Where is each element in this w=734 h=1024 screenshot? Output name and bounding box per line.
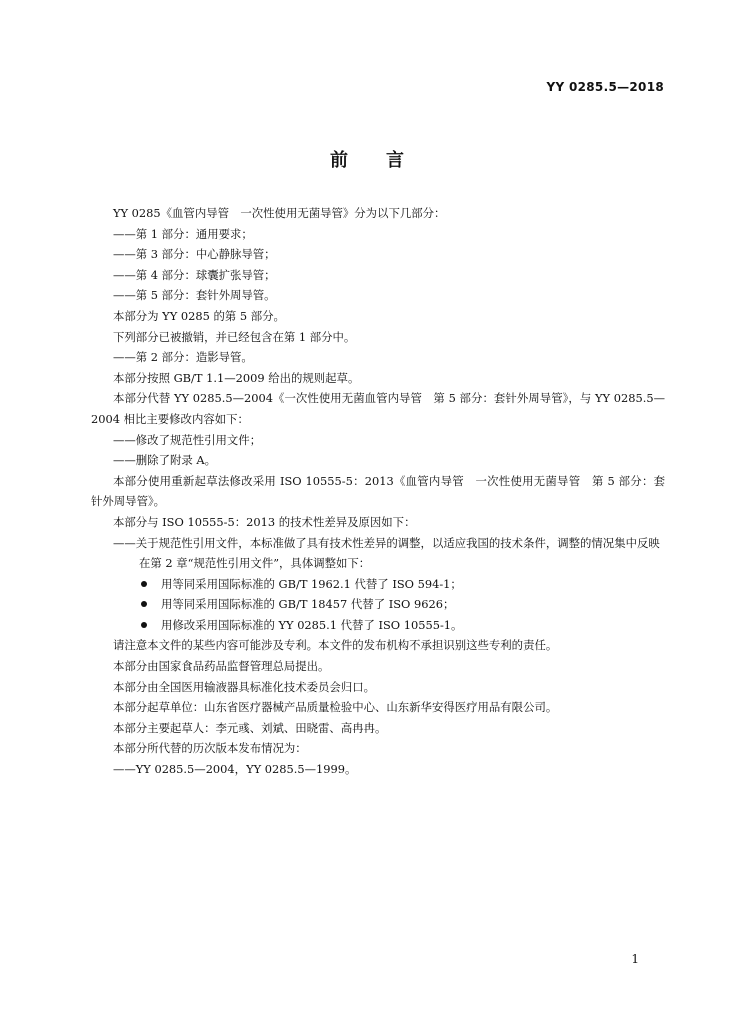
standard-code: YY 0285.5—2018: [546, 80, 664, 94]
paragraph: 本部分与 ISO 10555-5：2013 的技术性差异及原因如下：: [113, 514, 416, 529]
paragraph: 本部分由国家食品药品监督管理总局提出。: [113, 659, 330, 674]
paragraph: 本部分为 YY 0285 的第 5 部分。: [113, 308, 285, 323]
bullet-item: [91, 574, 665, 595]
list-item: ——第 3 部分：中心静脉导管；: [113, 247, 276, 262]
paragraph: 本部分由全国医用输液器具标准化技术委员会归口。: [113, 679, 375, 694]
paragraph: 本部分主要起草人：李元彧、刘斌、田晓雷、高冉冉。: [113, 720, 387, 735]
paragraph: 请注意本文件的某些内容可能涉及专利。本文件的发布机构不承担识别这些专利的责任。: [113, 638, 558, 653]
bullet-icon: [141, 622, 147, 628]
page-title: [0, 146, 734, 172]
title-char-2: 言: [386, 150, 404, 171]
bullet-icon: [141, 581, 147, 587]
paragraph: 下列部分已被撤销，并已经包含在第 1 部分中。: [113, 329, 356, 344]
bullet-item: [91, 594, 665, 615]
paragraph: 本部分使用重新起草法修改采用 ISO 10555-5：2013《血管内导管 一次性使用无菌导管 第 5 部分：套针外周导管》。: [91, 473, 665, 509]
bullet-text: 用等同采用国际标准的 GB/T 18457 代替了 ISO 9626；: [161, 597, 455, 612]
bullet-text: 用等同采用国际标准的 GB/T 1962.1 代替了 ISO 594-1；: [161, 576, 462, 591]
paragraph: YY 0285《血管内导管 一次性使用无菌导管》分为以下几部分：: [113, 206, 446, 220]
list-item: ——第 2 部分：造影导管。: [113, 350, 253, 365]
foreword-body: [91, 203, 665, 780]
list-item: ——删除了附录 A。: [113, 453, 216, 468]
list-item: ——修改了规范性引用文件；: [113, 432, 262, 447]
list-item: ——第 4 部分：球囊扩张导管；: [113, 267, 276, 282]
bullet-text: 用修改采用国际标准的 YY 0285.1 代替了 ISO 10555-1。: [161, 617, 463, 632]
bullet-item: [91, 615, 665, 636]
paragraph: 本部分所代替的历次版本发布情况为：: [113, 741, 307, 756]
list-item: [91, 533, 665, 574]
paragraph: 本部分按照 GB/T 1.1—2009 给出的规则起草。: [113, 370, 360, 385]
paragraph: 本部分起草单位：山东省医疗器械产品质量检验中心、山东新华安得医疗用品有限公司。: [113, 700, 558, 715]
page-number: 1: [631, 952, 639, 966]
title-char-1: 前: [330, 150, 348, 171]
list-item-text: ——关于规范性引用文件，本标准做了具有技术性差异的调整，以适应我国的技术条件，调整的情况集中反映在第 2 章“规范性引用文件”，具体调整如下：: [113, 535, 660, 571]
paragraph: 本部分代替 YY 0285.5—2004《一次性使用无菌血管内导管 第 5 部分：套针外周导管》，与 YY 0285.5—2004 相比主要修改内容如下：: [91, 391, 665, 426]
list-item: ——第 5 部分：套针外周导管。: [113, 288, 276, 303]
list-item: ——YY 0285.5—2004，YY 0285.5—1999。: [113, 762, 357, 777]
list-item: ——第 1 部分：通用要求；: [113, 226, 253, 241]
